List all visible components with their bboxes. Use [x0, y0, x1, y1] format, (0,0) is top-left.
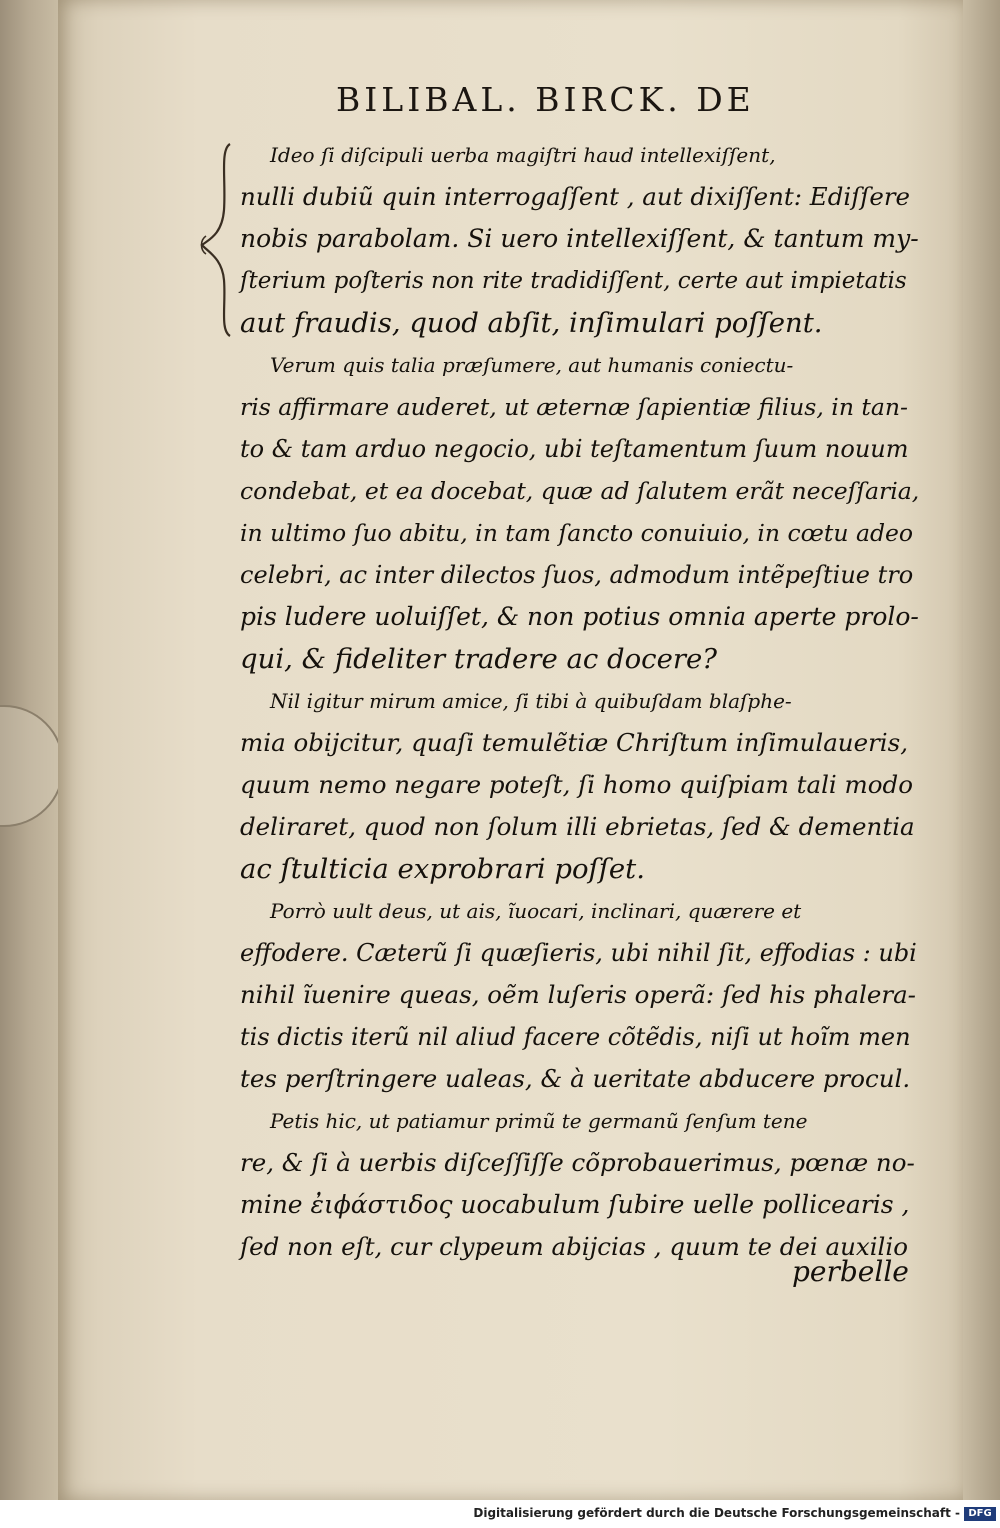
text-line: Petis hic, ut patiamur primũ te germanũ ſenſum tene: [270, 1109, 808, 1133]
text-line: aut fraudis, quod abſit, inſimulari poſſent.: [240, 307, 823, 339]
footer-credit: Digitalisierung gefördert durch die Deutsche Forschungsgemeinschaft -: [473, 1506, 960, 1520]
text-line: re, & ſi à uerbis diſceſſiſſe cõprobauerimus, pœnæ no-: [240, 1148, 915, 1177]
text-line: to & tam arduo negocio, ubi teſtamentum ſuum nouum: [240, 435, 909, 463]
text-line: celebri, ac inter dilectos ſuos, admodum intẽpeſtiue tro: [240, 561, 914, 589]
catchword: perbelle: [792, 1255, 909, 1288]
body-text: [240, 134, 920, 1268]
text-line: condebat, et ea docebat, quæ ad ſalutem erãt neceſſaria,: [240, 477, 920, 505]
dfg-logo-icon: DFG: [964, 1507, 996, 1521]
text-line: Ideo ſi diſcipuli uerba magiſtri haud intellexiſſent,: [270, 143, 776, 167]
paragraph: [240, 890, 920, 1100]
paragraph: [240, 344, 920, 680]
text-line: in ultimo ſuo abitu, in tam ſancto conuiuio, in cœtu adeo: [240, 519, 914, 547]
paragraph: [240, 134, 920, 344]
text-line: effodere. Cæterũ ſi quæſieris, ubi nihil ſit, effodias : ubi: [240, 939, 917, 967]
text-line: deliraret, quod non ſolum illi ebrietas, ſed & dementia: [240, 812, 915, 841]
paragraph: [240, 680, 920, 890]
text-line: ſed non eſt, cur clypeum abijcias , quum te dei auxilio: [240, 1232, 908, 1261]
text-line: pis ludere uoluiſſet, & non potius omnia aperte prolo-: [240, 602, 919, 631]
text-line: nobis parabolam. Si uero intellexiſſent, & tantum my-: [240, 224, 919, 253]
text-line: Nil igitur mirum amice, ſi tibi à quibuſdam blaſphe-: [270, 689, 792, 713]
footer-bar: [0, 1500, 1000, 1528]
text-line: Verum quis talia præſumere, aut humanis coniectu-: [270, 353, 794, 377]
text-line: Porrò uult deus, ut ais, ĩuocari, inclinari, quærere et: [270, 899, 802, 923]
text-line: qui, & fideliter tradere ac docere?: [240, 643, 718, 675]
text-line: ris affirmare auderet, ut æternæ ſapientiæ filius, in tan-: [240, 393, 908, 421]
text-line: tes perſtringere ualeas, & à ueritate abducere procul.: [240, 1064, 911, 1093]
paragraph: [240, 1100, 920, 1268]
text-line: tis dictis iterũ nil aliud facere cõtẽdis, niſi ut hoĩm men: [240, 1023, 911, 1051]
text-line: mine ἐιϕάστιδος uocabulum ſubire uelle pollicearis ,: [240, 1190, 910, 1219]
text-line: ac ſtulticia exprobrari poſſet.: [240, 853, 645, 885]
text-line: mia obijcitur, quaſi temulẽtiæ Chriſtum inſimulaueris,: [240, 728, 908, 757]
text-line: nulli dubiũ quin interrogaſſent , aut dixiſſent: Ediſſere: [240, 182, 911, 211]
text-line: nihil ĩuenire queas, oẽm luſeris operã: ſed his phalera-: [240, 980, 916, 1009]
text-line: ſterium poſteris non rite tradidiſſent, certe aut impietatis: [240, 268, 907, 294]
running-head: BILIBAL. BIRCK. DE: [336, 80, 755, 119]
text-line: quum nemo negare poteſt, ſi homo quiſpiam tali modo: [240, 770, 913, 799]
marginal-bracket-mark: [196, 140, 236, 340]
